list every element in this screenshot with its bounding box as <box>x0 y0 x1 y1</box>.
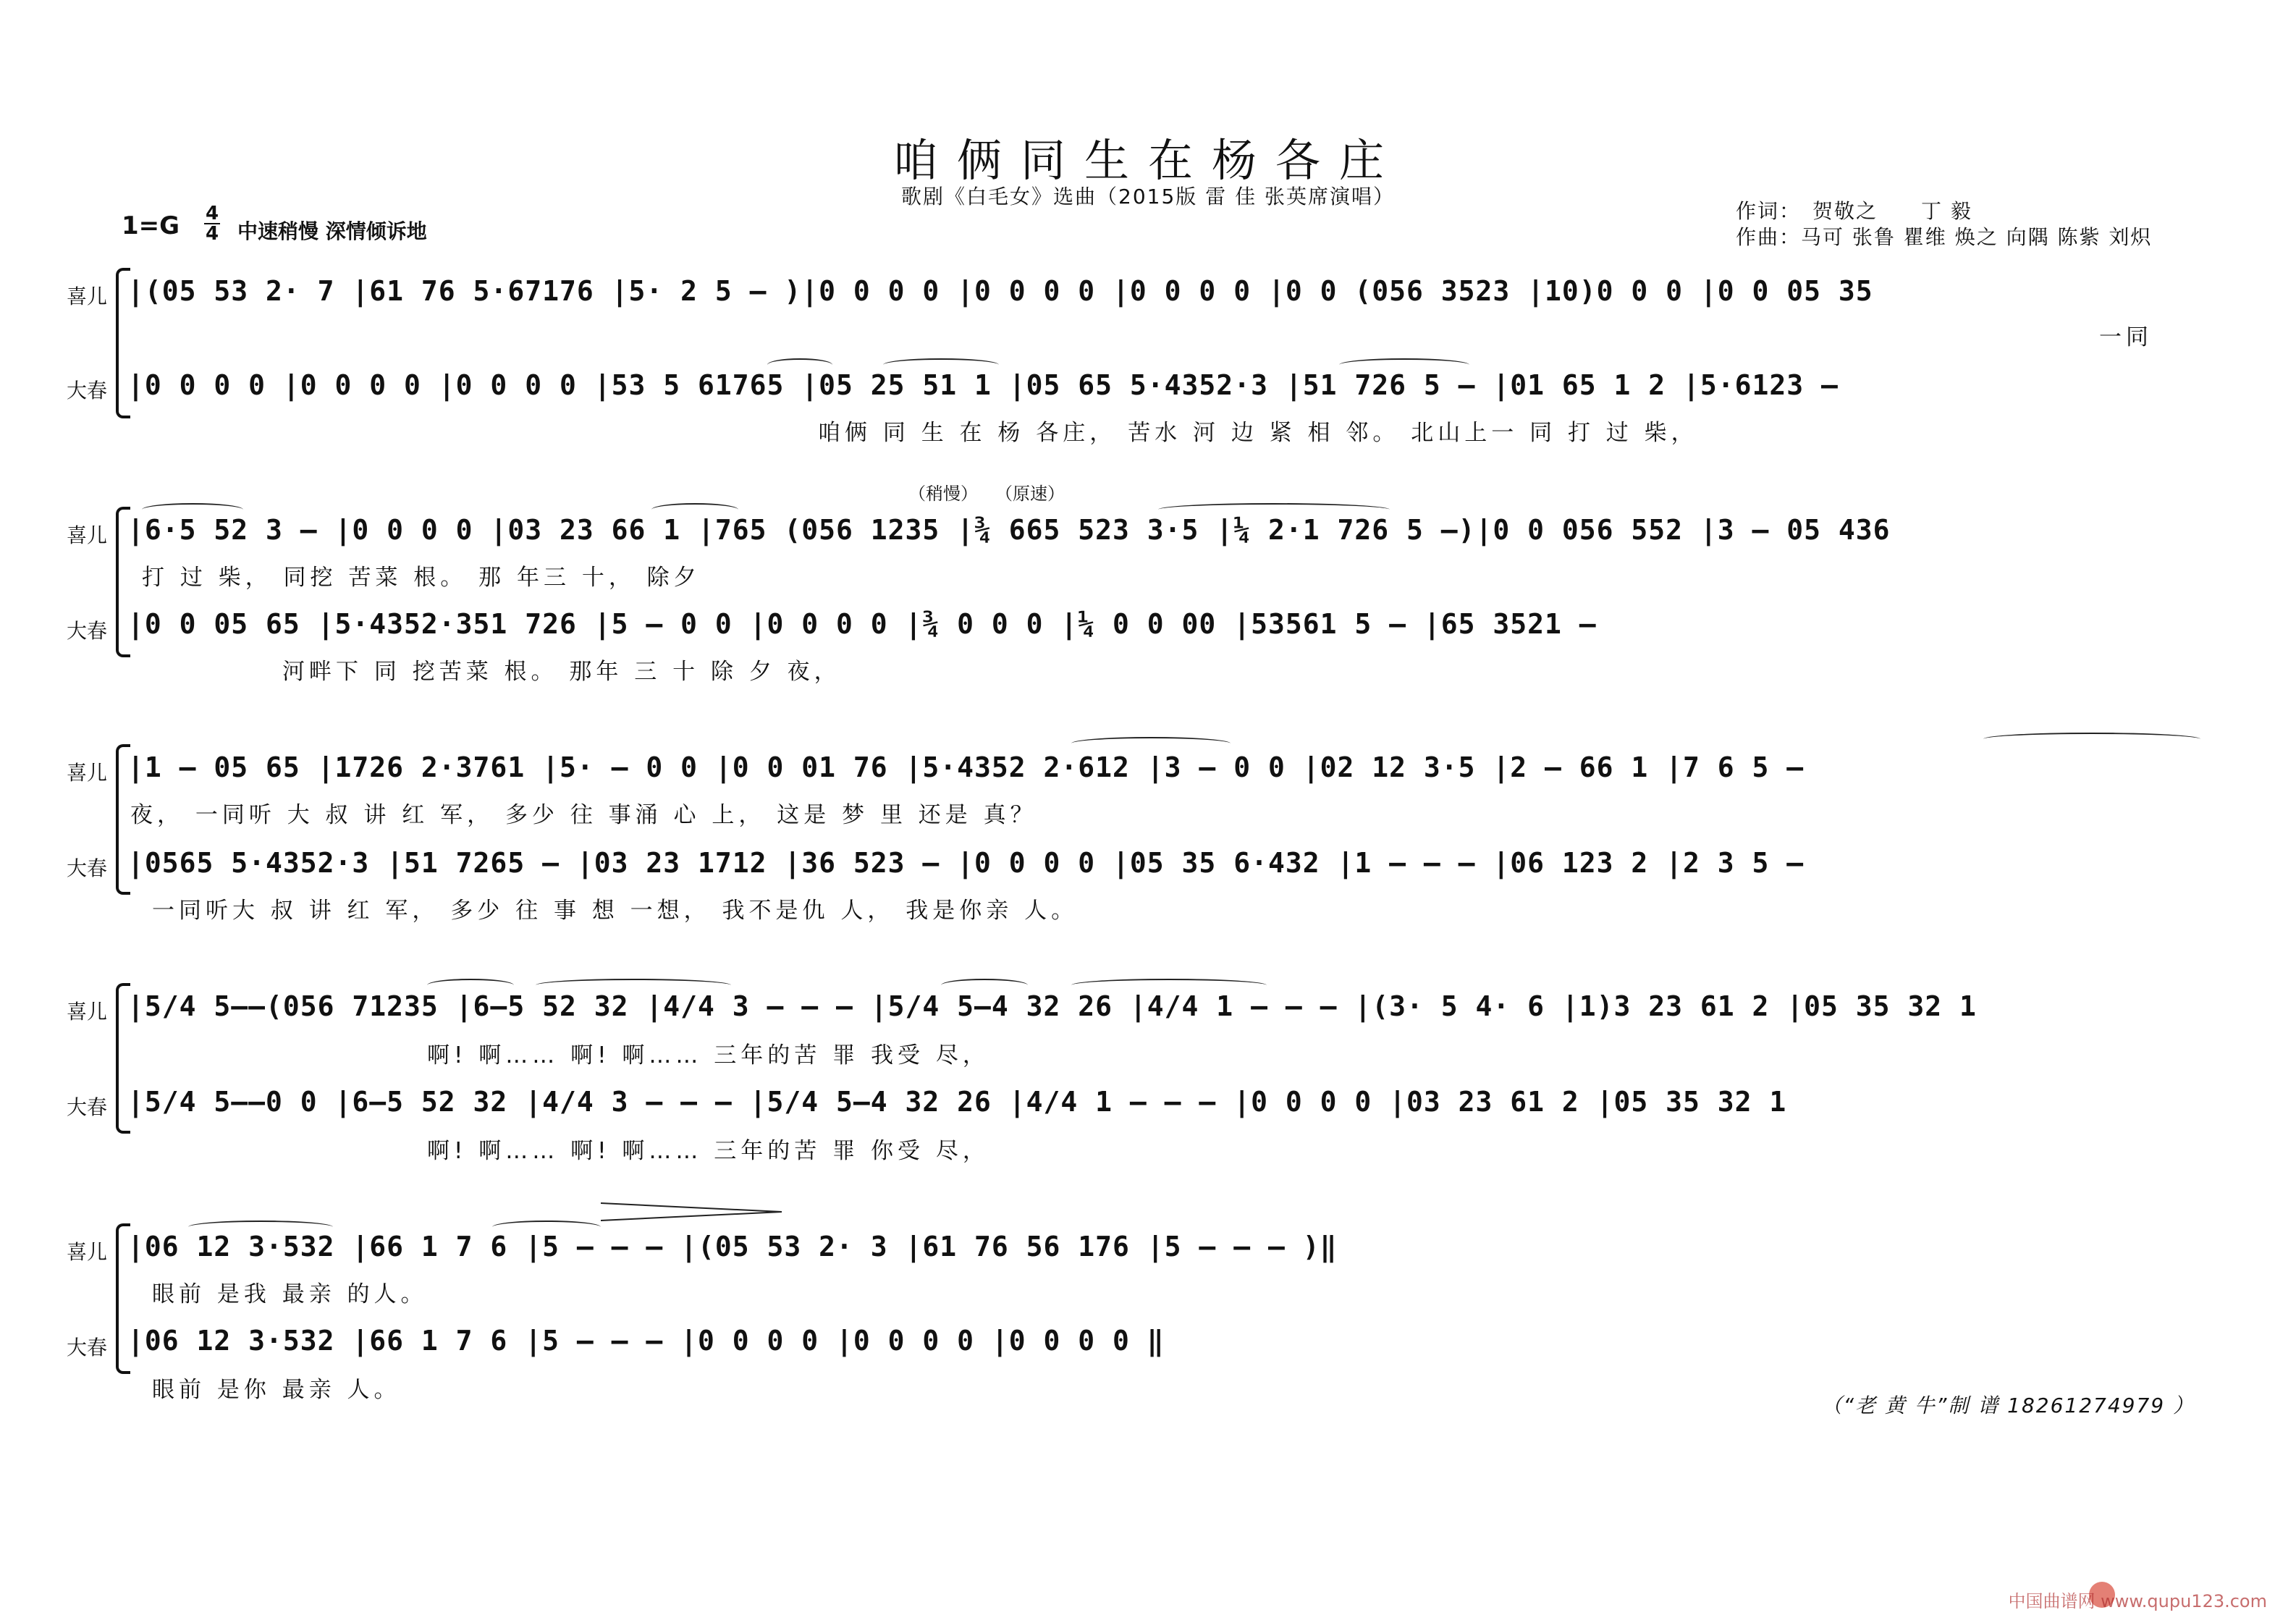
system-5-bottom-lyrics: 眼前 是你 最亲 人。 <box>152 1377 401 1403</box>
slur <box>651 503 738 516</box>
slur <box>142 503 243 516</box>
slur <box>1339 358 1469 371</box>
slur <box>1983 733 2200 746</box>
system-1-top-lyrics: 一同 <box>2099 324 2153 350</box>
system-4-bottom-lyrics: 啊! 啊…… 啊! 啊…… 三年的苦 罪 你受 尽， <box>427 1138 989 1164</box>
slur <box>1071 979 1267 992</box>
voice-label-bottom: 大春 <box>67 1095 108 1119</box>
voice-label-top: 喜儿 <box>67 284 108 308</box>
subtitle: 歌剧《白毛女》选曲（2015版 雷 佳 张英席演唱） <box>901 185 1395 208</box>
page-title: 咱俩同生在杨各庄 <box>892 134 1403 187</box>
slur <box>941 979 1028 992</box>
system-3-top-notes: |1 – 05 65 |1726 2·3761 |5· – 0 0 |0 0 01 76 |5·4352 2·612 |3 – 0 0 |02 12 3·5 |2 – 66 1 |7 6 5 – <box>127 751 1805 783</box>
voice-label-top: 喜儿 <box>67 1000 108 1024</box>
watermark: 中国曲谱网 www.qupu123.com <box>2008 1591 2267 1611</box>
slur <box>427 979 514 992</box>
key-signature: 1=G <box>122 211 180 240</box>
system-3-bottom-notes: |0565 5·4352·3 |51 7265 – |03 23 1712 |36 523 – |0 0 0 0 |05 35 6·432 |1 – – – |06 123 2 |2 3 5 – <box>127 847 1805 879</box>
system-2-top-notes: |6·5 52 3 – |0 0 0 0 |03 23 66 1 |765 (056 1235 |¾ 665 523 3·5 |¼ 2·1 726 5 –)|0 0 056 552 |3 – 05 436 <box>127 514 1891 546</box>
system-2-bottom-lyrics: 河畔下 同 挖苦菜 根。 那年 三 十 除 夕 夜， <box>282 659 841 685</box>
system-1-top-notes: |(05 53 2· 7 |61 76 5·67176 |5· 2 5 – )|0 0 0 0 |0 0 0 0 |0 0 0 0 |0 0 (056 3523 |10)0 0 0 |0 0 05 35 <box>127 275 1873 307</box>
slur <box>1071 737 1231 750</box>
system-4-top-lyrics: 啊! 啊…… 啊! 啊…… 三年的苦 罪 我受 尽， <box>427 1042 989 1068</box>
voice-label-top: 喜儿 <box>67 761 108 785</box>
slur <box>767 358 832 371</box>
slur <box>883 358 999 371</box>
system-4-bottom-notes: |5/4 5––0 0 |6–5 52 32 |4/4 3 – – – |5/4 5–4 32 26 |4/4 1 – – – |0 0 0 0 |03 23 61 2 |05 35 32 1 <box>127 1086 1787 1118</box>
slur <box>188 1221 333 1234</box>
time-signature-top: 4 <box>205 203 219 224</box>
system-5-top-notes: |06 12 3·532 |66 1 7 6 |5 – – – |(05 53 2· 3 |61 76 56 176 |5 – – – )‖ <box>127 1231 1338 1262</box>
decrescendo-hairpin <box>601 1202 789 1223</box>
voice-label-bottom: 大春 <box>67 619 108 643</box>
system-2-top-lyrics: 打 过 柴， 同挖 苦菜 根。 那 年三 十， 除夕 <box>142 565 701 591</box>
system-5-top-lyrics: 眼前 是我 最亲 的人。 <box>152 1281 428 1307</box>
voice-label-top: 喜儿 <box>67 523 108 547</box>
tempo-marking: 中速稍慢 深情倾诉地 <box>237 219 427 243</box>
voice-label-bottom: 大春 <box>67 1336 108 1359</box>
lyricist-credit: 作词： 贺敬之 丁 毅 <box>1736 199 1972 223</box>
voice-label-bottom: 大春 <box>67 379 108 402</box>
slur <box>1158 503 1390 516</box>
system-1-bottom-lyrics: 咱俩 同 生 在 杨 各庄， 苦水 河 边 紧 相 邻。 北山上一 同 打 过 柴， <box>818 420 1698 446</box>
transcriber-credit: （“老 黄 牛”制 谱 18261274979 ） <box>1821 1394 2195 1417</box>
time-signature <box>204 204 220 243</box>
system-3-bottom-lyrics: 一同听大 叔 讲 红 军， 多少 往 事 想 一想， 我不是仇 人， 我是你亲 人。 <box>152 898 1079 924</box>
time-signature-bottom: 4 <box>205 223 219 245</box>
tempo-change-markings: （稍慢） （原速） <box>908 484 1065 504</box>
system-1-bottom-notes: |0 0 0 0 |0 0 0 0 |0 0 0 0 |53 5 61765 |05 25 51 1 |05 65 5·4352·3 |51 726 5 – |01 65 1 2 |5·6123 – <box>127 369 1839 401</box>
system-3-top-lyrics: 夜， 一同听 大 叔 讲 红 军， 多少 往 事涌 心 上， 这是 梦 里 还是 真？ <box>130 802 1037 828</box>
slur <box>492 1221 601 1234</box>
voice-label-bottom: 大春 <box>67 856 108 880</box>
slur <box>536 979 731 992</box>
composer-credit: 作曲：马可 张鲁 瞿维 焕之 向隅 陈紫 刘炽 <box>1736 225 2153 249</box>
system-4-top-notes: |5/4 5––(056 71235 |6–5 52 32 |4/4 3 – – – |5/4 5–4 32 26 |4/4 1 – – – |(3· 5 4· 6 |1)3 23 61 2 |05 35 32 1 <box>127 990 1977 1022</box>
system-5-bottom-notes: |06 12 3·532 |66 1 7 6 |5 – – – |0 0 0 0 |0 0 0 0 |0 0 0 0 ‖ <box>127 1325 1165 1357</box>
system-2-bottom-notes: |0 0 05 65 |5·4352·351 726 |5 – 0 0 |0 0 0 0 |¾ 0 0 0 |¼ 0 0 00 |53561 5 – |65 3521 – <box>127 608 1597 640</box>
voice-label-top: 喜儿 <box>67 1240 108 1264</box>
